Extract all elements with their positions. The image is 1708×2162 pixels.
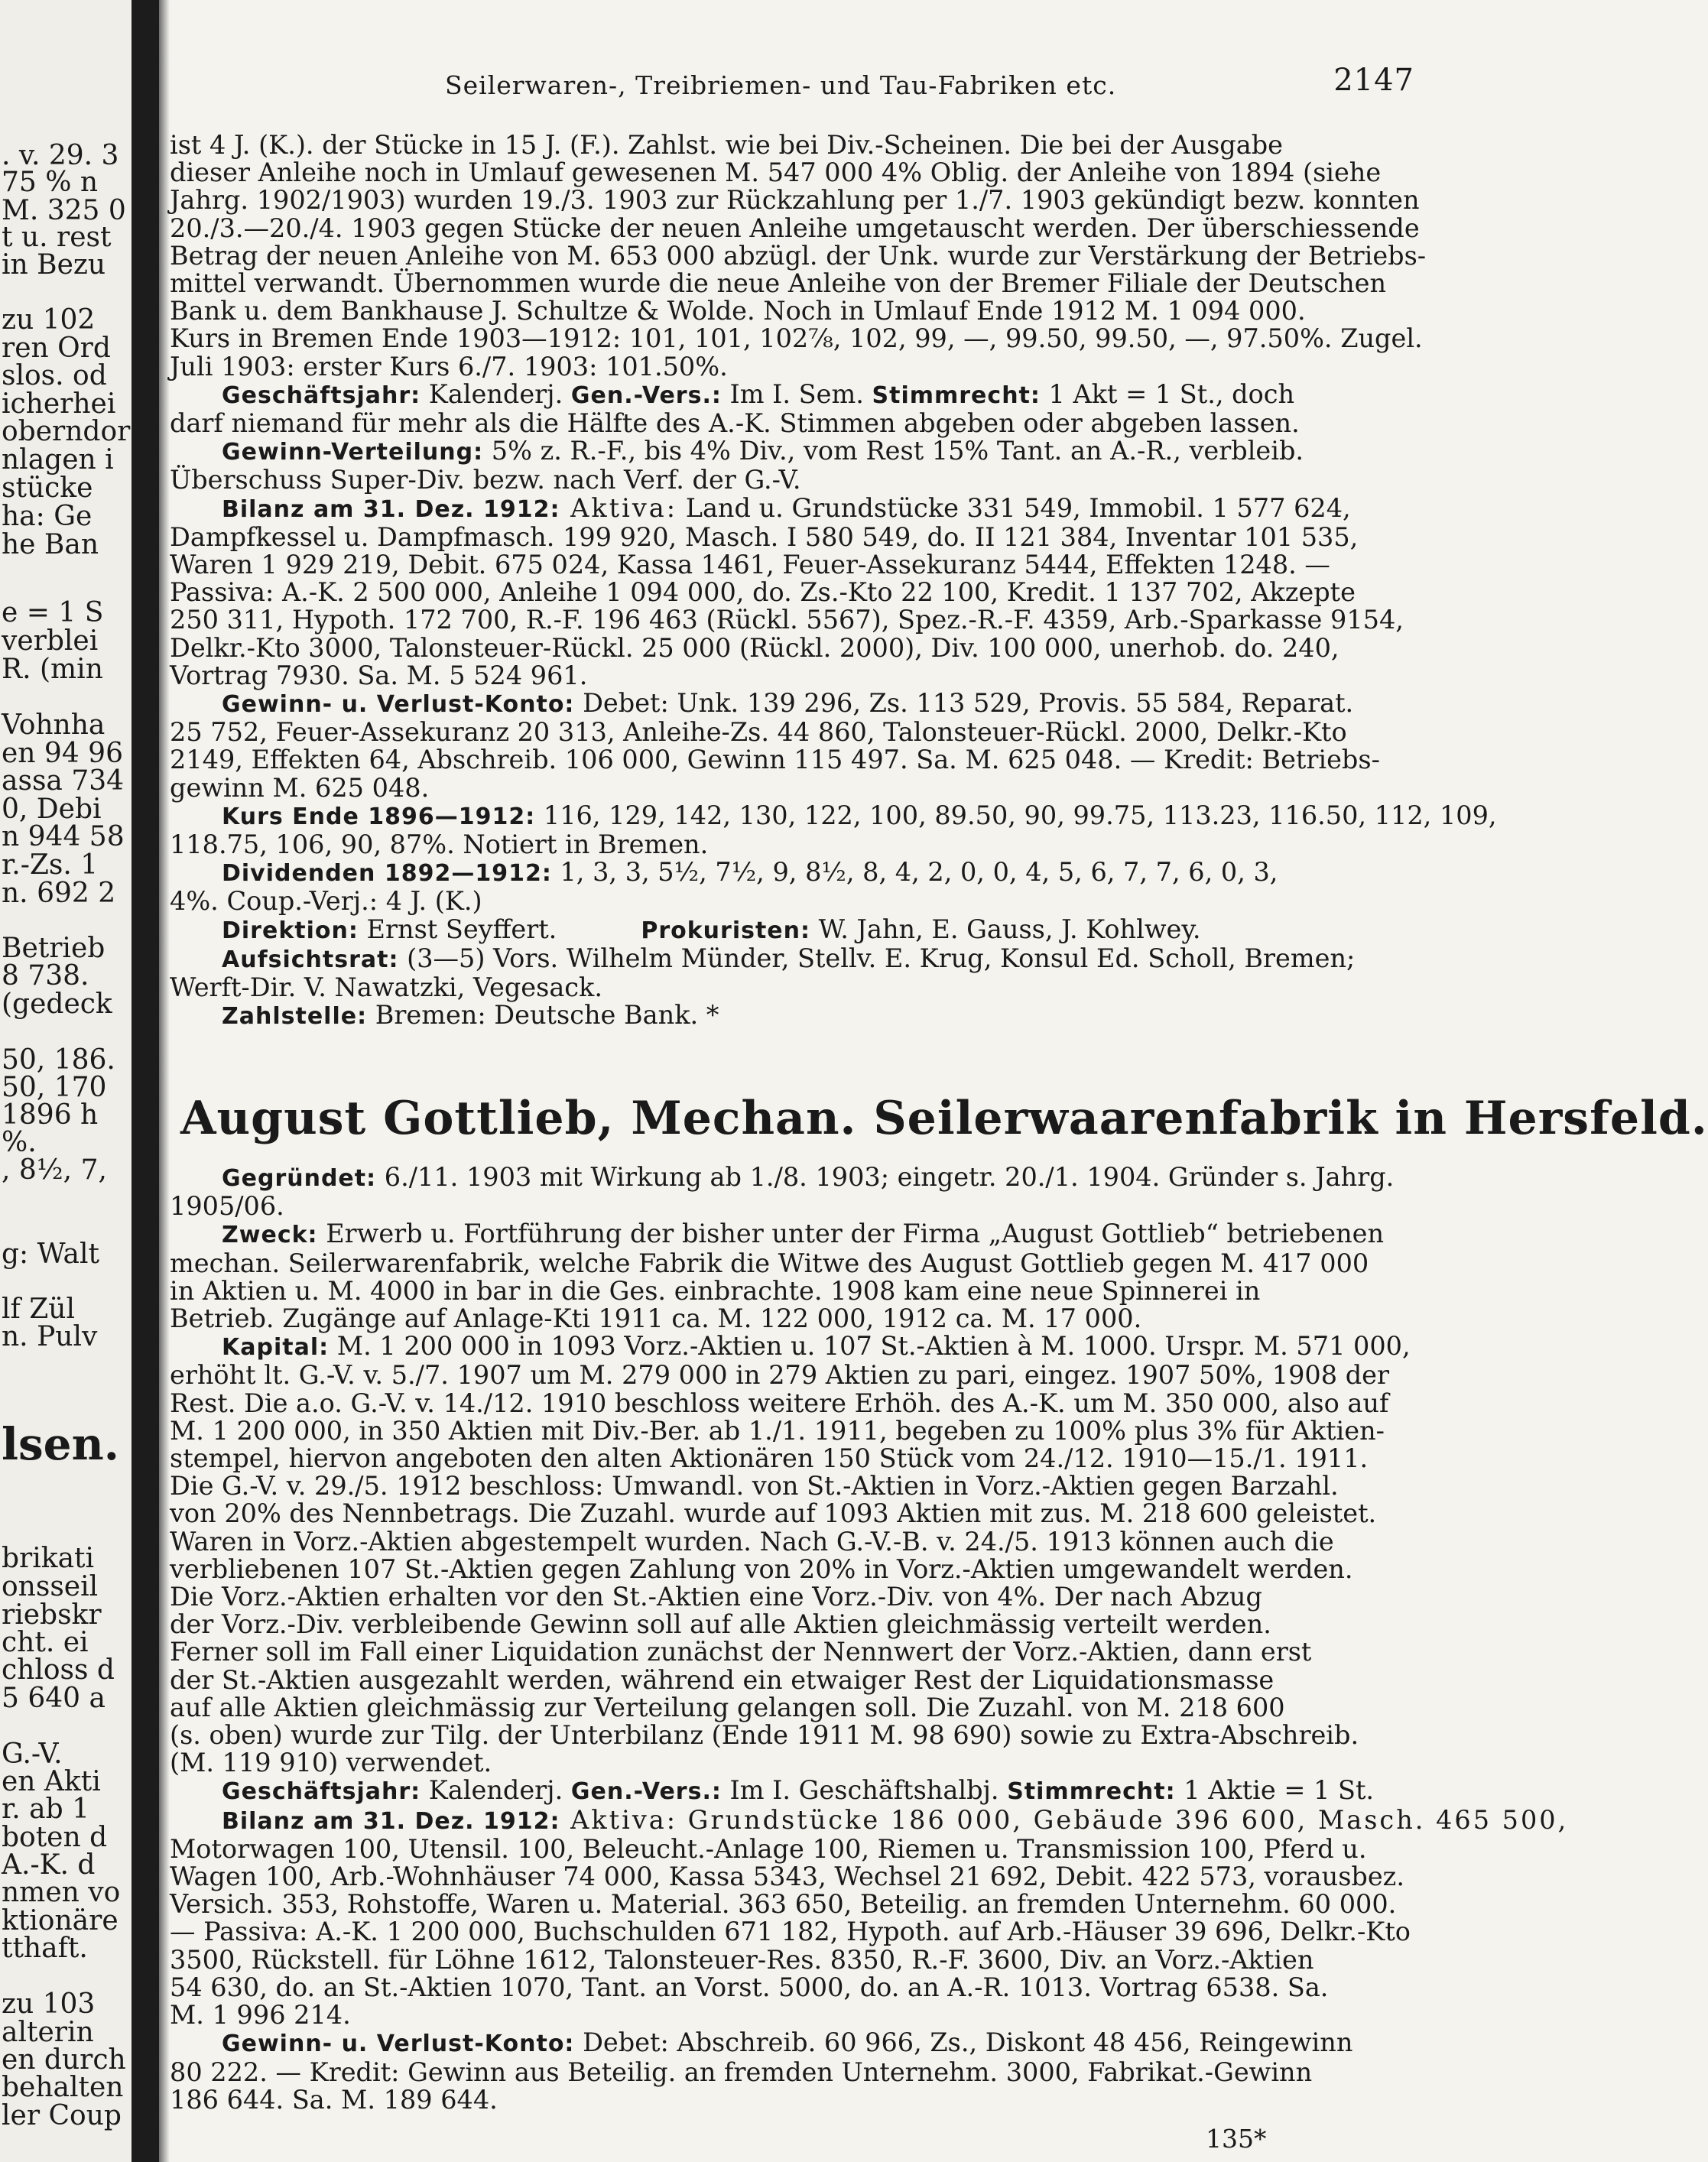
adjacent-text-fragment: M. 325 0 [2, 195, 126, 226]
guv-text-line: 25 752, Feuer-Assekuranz 20 313, Anleihe-Zs. 44 860, Talonsteuer-Rückl. 2000, Delkr.-Kto [170, 717, 1347, 748]
bilanz-lines [170, 1833, 1420, 2031]
bilanz-text-line: 54 630, do. an St.-Aktien 1070, Tant. an Vorst. 5000, do. an A.-R. 1013. Vortrag 6538. Sa. [170, 1972, 1329, 2002]
bilanz-text-line: Delkr.-Kto 3000, Talonsteuer-Rückl. 25 000 (Rückl. 2000), Div. 100 000, unerhob. do. 240, [170, 632, 1339, 663]
adjacent-text-fragment: en Akti [2, 1766, 101, 1797]
guv-lines [170, 2056, 1420, 2115]
bilanz-line: Bilanz am 31. Dez. 1912: Aktiva: Grundstücke 186 000, Gebäude 396 600, Masch. 465 500, [222, 1804, 1569, 1835]
adjacent-text-fragment: 50, 186. [2, 1044, 115, 1076]
adjacent-text-fragment: n. Pulv [2, 1321, 98, 1352]
kapital-text-line: (M. 119 910) verwendet. [170, 1748, 492, 1778]
kapital-text-line: Rest. Die a.o. G.-V. v. 14./12. 1910 beschloss weitere Erhöh. des A.-K. um M. 350 000, also auf [170, 1388, 1389, 1418]
adjacent-text-fragment: brikati [2, 1543, 95, 1574]
aufsichtsrat-line: Aufsichtsrat: (3—5) Vors. Wilhelm Münder, Stellv. E. Krug, Konsul Ed. Scholl, Bremen; [222, 943, 1356, 973]
kurs-cont: 118.75, 106, 90, 87%. Notiert in Bremen. [170, 829, 709, 860]
adjacent-text-fragment: stücke [2, 472, 93, 504]
kapital-text-line: stempel, hiervon angeboten den alten Aktionären 150 Stück vom 24./12. 1910—15./1. 1911. [170, 1443, 1369, 1474]
guv-lines [170, 719, 1420, 802]
bilanz-text-line: 250 311, Hypoth. 172 700, R.-F. 196 463 (Rückl. 5567), Spez.-R.-F. 4359, Arb.-Sparkasse 9154, [170, 605, 1404, 635]
kapital-lines [170, 1362, 1420, 1777]
guv-line: Gewinn- u. Verlust-Konto: Debet: Abschreib. 60 966, Zs., Diskont 48 456, Reingewinn [222, 2027, 1353, 2058]
kurs-line: Kurs Ende 1896—1912: 116, 129, 142, 130, 122, 100, 89.50, 90, 99.75, 113.23, 116.50, 112, 109, [222, 800, 1497, 830]
company-heading: August Gottlieb, Mechan. Seilerwaarenfabrik in Hersfeld. [180, 1092, 1708, 1145]
bilanz-text-line: M. 1 996 214. [170, 2000, 351, 2031]
dividenden-cont: 4%. Coup.-Verj.: 4 J. (K.) [170, 886, 482, 917]
adjacent-text-fragment: slos. od [2, 360, 107, 391]
adjacent-text-fragment: 50, 170 [2, 1072, 107, 1103]
adjacent-text-fragment: nlagen i [2, 444, 114, 476]
adjacent-text-fragment: tthaft. [2, 1933, 88, 1964]
gegruendet-line: Gegründet: 6./11. 1903 mit Wirkung ab 1./8. 1903; eingetr. 20./1. 1904. Gründer s. Jahrg. [222, 1162, 1395, 1192]
adjacent-text-fragment: ktionäre [2, 1905, 119, 1936]
zweck-text-line: mechan. Seilerwarenfabrik, welche Fabrik die Witwe des August Gottlieb gegen M. 417 000 [170, 1248, 1369, 1278]
zweck-text-line: in Aktien u. M. 4000 in bar in die Ges. einbrachte. 1908 kam eine neue Spinnerei in [170, 1275, 1261, 1306]
kapital-text-line: der Vorz.-Div. verbleibende Gewinn soll auf alle Aktien gleichmässig verteilt werden. [170, 1609, 1271, 1640]
adjacent-text-fragment: 5 640 a [2, 1683, 106, 1714]
bilanz-line: Bilanz am 31. Dez. 1912: Aktiva: Land u. Grundstücke 331 549, Immobil. 1 577 624, [222, 492, 1351, 523]
direktion-line: Direktion: Ernst Seyffert. Prokuristen: W. Jahn, E. Gauss, J. Kohlwey. [222, 914, 1201, 944]
text-line: 20./3.—20./4. 1903 gegen Stücke der neuen Anleihe umgetauscht werden. Der überschiessende [170, 213, 1420, 243]
geschaeftsjahr-line: Geschäftsjahr: Kalenderj. Gen.-Vers.: Im I. Geschäftshalbj. Stimmrecht: 1 Aktie = 1 St. [222, 1775, 1375, 1806]
adjacent-text-fragment: oberndor [2, 416, 131, 447]
kapital-text-line: erhöht lt. G.-V. v. 5./7. 1907 um M. 279 000 in 279 Aktien zu pari, eingez. 1907 50%, 1908 der [170, 1360, 1389, 1391]
page [170, 0, 1708, 2162]
text-line: Bank u. dem Bankhause J. Schultze & Wolde. Noch in Umlauf Ende 1912 M. 1 094 000. [170, 296, 1306, 326]
gegruendet-cont: 1905/06. [170, 1191, 284, 1222]
aufsichtsrat-cont: Werft-Dir. V. Nawatzki, Vegesack. [170, 972, 602, 1003]
adjacent-text-fragment: 1896 h [2, 1099, 99, 1131]
signature-mark: 135* [1206, 2124, 1267, 2154]
geschaeftsjahr-line: Geschäftsjahr: Kalenderj. Gen.-Vers.: Im I. Sem. Stimmrecht: 1 Akt = 1 St., doch [222, 378, 1295, 409]
adjacent-text-fragment: g: Walt [2, 1238, 99, 1270]
adjacent-text-fragment: in Bezu [2, 249, 106, 281]
adjacent-text-fragment: nmen vo [2, 1877, 121, 1908]
adjacent-text-fragment: alterin [2, 2017, 94, 2048]
adjacent-text-fragment: verblei [2, 625, 99, 657]
adjacent-text-fragment: chloss d [2, 1654, 115, 1686]
kapital-text-line: Die Vorz.-Aktien erhalten vor den St.-Aktien eine Vorz.-Div. von 4%. Der nach Abzug [170, 1582, 1262, 1612]
kapital-text-line: M. 1 200 000, in 350 Aktien mit Div.-Ber. ab 1./1. 1911, begeben zu 100% plus 3% für Aktien- [170, 1415, 1385, 1446]
adjacent-text-fragment: t u. rest [2, 222, 112, 253]
page-number: 2147 [1333, 63, 1414, 98]
adjacent-text-fragment: , 8½, 7, [2, 1154, 107, 1186]
kapital-text-line: von 20% des Nennbetrags. Die Zuzahl. wurde auf 1093 Aktien mit zus. M. 218 600 geleistet. [170, 1498, 1377, 1529]
adjacent-text-fragment: ren Ord [2, 333, 111, 364]
adjacent-text-fragment: %. [2, 1127, 37, 1158]
kapital-text-line: Ferner soll im Fall einer Liquidation zunächst der Nennwert der Vorz.-Aktien, dann erst [170, 1637, 1312, 1667]
text-line: Juli 1903: erster Kurs 6./7. 1903: 101.50%. [170, 351, 728, 381]
section-previous-company [170, 130, 1497, 1031]
kapital-text-line: verbliebenen 107 St.-Aktien gegen Zahlung von 20% in Vorz.-Aktien umgewandelt werden. [170, 1553, 1353, 1584]
header-title: Seilerwaren-, Treibriemen- und Tau-Fabriken etc. [445, 70, 1117, 100]
gewinnverteilung-cont: Überschuss Super-Div. bezw. nach Verf. der G.-V. [170, 465, 801, 495]
running-header [170, 63, 1529, 101]
text-line: ist 4 J. (K.). der Stücke in 15 J. (F.). Zahlst. wie bei Div.-Scheinen. Die bei der Ausgabe [170, 130, 1283, 160]
guv-text-line: 80 222. — Kredit: Gewinn aus Beteilig. an fremden Unternehm. 3000, Fabrikat.-Gewinn [170, 2056, 1313, 2087]
adjacent-text-fragment: r. ab 1 [2, 1794, 89, 1825]
adjacent-text-fragment: he Ban [2, 529, 99, 560]
text-line: Jahrg. 1902/1903) wurden 19./3. 1903 zur Rückzahlung per 1./7. 1903 gekündigt bezw. konnten [170, 185, 1420, 216]
guv-line: Gewinn- u. Verlust-Konto: Debet: Unk. 139 296, Zs. 113 529, Provis. 55 584, Reparat. [222, 688, 1354, 719]
bilanz-text-line: 3500, Rückstell. für Löhne 1612, Talonsteuer-Res. 8350, R.-F. 3600, Div. an Vorz.-Aktien [170, 1944, 1314, 1975]
adjacent-text-fragment: zu 102 [2, 304, 96, 336]
zahlstelle-line: Zahlstelle: Bremen: Deutsche Bank. * [222, 1000, 719, 1031]
adjacent-text-fragment: n 944 58 [2, 821, 125, 852]
adjacent-text-fragment: en 94 96 [2, 738, 123, 769]
kapital-text-line: Waren in Vorz.-Aktien abgestempelt wurden. Nach G.-V.-B. v. 24./5. 1913 können auch die [170, 1526, 1334, 1557]
zweck-lines [170, 1250, 1420, 1333]
zweck-text-line: Betrieb. Zugänge auf Anlage-Kti 1911 ca. M. 122 000, 1912 ca. M. 17 000. [170, 1303, 1142, 1334]
adjacent-text-fragment: G.-V. [2, 1738, 63, 1770]
adjacent-text-fragment: R. (min [2, 654, 103, 685]
adjacent-text-fragment: (gedeck [2, 988, 112, 1020]
adjacent-text-fragment: e = 1 S [2, 597, 104, 628]
adjacent-text-fragment: lf Zül [2, 1294, 75, 1325]
book-gutter [132, 0, 159, 2162]
bilanz-text-line: Versich. 353, Rohstoffe, Waren u. Material. 363 650, Beteilig. an fremden Unternehm. 60 000. [170, 1889, 1397, 1920]
guv-text-line: 186 644. Sa. M. 189 644. [170, 2084, 498, 2115]
kapital-text-line: (s. oben) wurde zur Tilg. der Unterbilanz (Ende 1911 M. 98 690) sowie zu Extra-Abschreib. [170, 1720, 1359, 1751]
loan-paragraph [170, 130, 1427, 381]
text-line: Betrag der neuen Anleihe von M. 653 000 abzügl. der Unk. wurde zur Verstärkung der Betriebs- [170, 240, 1427, 271]
adjacent-text-fragment: riebskr [2, 1599, 102, 1631]
adjacent-text-fragment: onsseil [2, 1571, 99, 1602]
adjacent-text-fragment: icherhei [2, 388, 116, 420]
stimmrecht-cont: darf niemand für mehr als die Hälfte des A.-K. Stimmen abgeben oder abgeben lassen. [170, 408, 1300, 439]
adjacent-page-column [0, 0, 132, 2162]
adjacent-text-fragment: boten d [2, 1822, 108, 1853]
kapital-line: Kapital: M. 1 200 000 in 1093 Vorz.-Aktien u. 107 St.-Aktien à M. 1000. Urspr. M. 571 000, [222, 1331, 1411, 1362]
adjacent-text-fragment: r.-Zs. 1 [2, 849, 99, 881]
section-august-gottlieb [170, 1162, 1569, 2115]
text-line: mittel verwandt. Übernommen wurde die neue Anleihe von der Bremer Filiale der Deutschen [170, 268, 1387, 299]
guv-text-line: 2149, Effekten 64, Abschreib. 106 000, Gewinn 115 497. Sa. M. 625 048. — Kredit: Betriebs- [170, 745, 1380, 775]
adjacent-text-fragment: en durch [2, 2044, 126, 2076]
adjacent-text-fragment: Vohnha [2, 709, 106, 741]
bilanz-text-line: Wagen 100, Arb.-Wohnhäuser 74 000, Kassa 5343, Wechsel 21 692, Debit. 422 573, vorausbez. [170, 1862, 1404, 1892]
adjacent-text-fragment: 75 % n [2, 167, 99, 198]
adjacent-text-fragment: assa 734 [2, 765, 125, 797]
adjacent-text-fragment: n. 692 2 [2, 878, 116, 909]
adjacent-text-fragment: 0, Debi [2, 794, 102, 825]
bilanz-text-line: Vortrag 7930. Sa. M. 5 524 961. [170, 660, 588, 690]
guv-text-line: gewinn M. 625 048. [170, 772, 430, 803]
adjacent-text-fragment: ha: Ge [2, 501, 93, 532]
bilanz-text-line: Waren 1 929 219, Debit. 675 024, Kassa 1461, Feuer-Assekuranz 5444, Effekten 1248. — [170, 550, 1330, 580]
adjacent-text-fragment: 8 738. [2, 960, 89, 992]
adjacent-text-fragment: behalten [2, 2072, 124, 2103]
dividenden-line: Dividenden 1892—1912: 1, 3, 3, 5½, 7½, 9, 8½, 8, 4, 2, 0, 0, 4, 5, 6, 7, 7, 6, 0, 3, [222, 857, 1278, 888]
adjacent-text-fragment: . v. 29. 3 [2, 140, 119, 171]
bilanz-lines [170, 521, 1420, 690]
zweck-line: Zweck: Erwerb u. Fortführung der bisher unter der Firma „August Gottlieb“ betriebenen [222, 1219, 1385, 1249]
adjacent-text-fragment: cht. ei [2, 1627, 89, 1658]
adjacent-text-fragment: Betrieb [2, 933, 106, 964]
adjacent-text-fragment: ler Coup [2, 2100, 122, 2131]
bilanz-text-line: — Passiva: A.-K. 1 200 000, Buchschulden 671 182, Hypoth. auf Arb.-Häuser 39 696, Delkr.-Kto [170, 1917, 1411, 1947]
text-line: dieser Anleihe noch in Umlauf gewesenen M. 547 000 4% Oblig. der Anleihe von 1894 (siehe [170, 157, 1382, 188]
gewinnverteilung-line: Gewinn-Verteilung: 5% z. R.-F., bis 4% Div., vom Rest 15% Tant. an A.-R., verbleib. [222, 436, 1304, 466]
bilanz-text-line: Motorwagen 100, Utensil. 100, Beleucht.-Anlage 100, Riemen u. Transmission 100, Pferd u. [170, 1833, 1367, 1864]
kapital-text-line: der St.-Aktien ausgezahlt werden, während ein etwaiger Rest der Liquidationsmasse [170, 1664, 1275, 1695]
gutter-shadow [159, 0, 170, 2162]
kapital-text-line: Die G.-V. v. 29./5. 1912 beschloss: Umwandl. von St.-Aktien in Vorz.-Aktien gegen Barzahl. [170, 1471, 1339, 1501]
adjacent-text-fragment: zu 103 [2, 1988, 96, 2020]
kapital-text-line: auf alle Aktien gleichmässig zur Verteilung gelangen soll. Die Zuzahl. von M. 218 600 [170, 1692, 1285, 1722]
text-line: Kurs in Bremen Ende 1903—1912: 101, 101, 102⅞, 102, 99, —, 99.50, 99.50, —, 97.50%. Zugel. [170, 323, 1423, 354]
bilanz-text-line: Passiva: A.-K. 2 500 000, Anleihe 1 094 000, do. Zs.-Kto 22 100, Kredit. 1 137 702, Akzepte [170, 577, 1356, 608]
adjacent-text-fragment: lsen. [2, 1418, 119, 1470]
adjacent-text-fragment: A.-K. d [2, 1849, 96, 1881]
bilanz-text-line: Dampfkessel u. Dampfmasch. 199 920, Masch. I 580 549, do. II 121 384, Inventar 101 535, [170, 521, 1359, 552]
